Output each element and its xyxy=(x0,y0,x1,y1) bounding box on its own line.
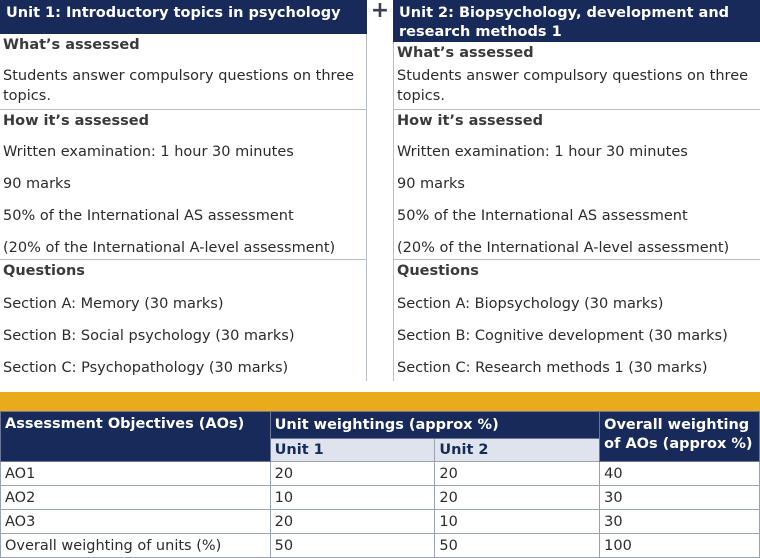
unit1-question: Section A: Memory (30 marks) xyxy=(3,296,224,312)
unit1-value: 10 xyxy=(270,486,435,510)
divider-band xyxy=(0,392,760,411)
unit1-questions xyxy=(0,259,367,381)
ao-weightings-table xyxy=(0,411,760,558)
table-row xyxy=(1,510,760,534)
unit1-value: 50 xyxy=(270,534,435,558)
overall-value: 40 xyxy=(600,462,760,486)
unit1-panel xyxy=(0,0,367,381)
col-header-unit-weightings: Unit weightings (approx %) xyxy=(270,412,600,439)
unit2-how-assessed xyxy=(393,109,760,259)
unit2-how-line: 90 marks xyxy=(397,176,465,192)
unit1-how-assessed xyxy=(0,109,367,259)
unit2-whats-assessed-text: Students answer compulsory questions on three topics. xyxy=(397,68,749,104)
unit2-how-line: 50% of the International AS assessment xyxy=(397,208,688,224)
col-header-unit1: Unit 1 xyxy=(270,439,435,462)
unit1-value: 20 xyxy=(270,462,435,486)
overall-value: 100 xyxy=(600,534,760,558)
overall-value: 30 xyxy=(600,486,760,510)
unit1-whats-assessed xyxy=(0,34,367,109)
table-row xyxy=(1,486,760,510)
unit1-how-line: 90 marks xyxy=(3,176,71,192)
unit1-questions-heading: Questions xyxy=(3,263,85,279)
unit2-panel xyxy=(393,0,760,381)
unit2-questions xyxy=(393,259,760,381)
unit1-how-line: 50% of the International AS assessment xyxy=(3,208,294,224)
unit2-how-line: Written examination: 1 hour 30 minutes xyxy=(397,144,688,160)
unit2-title: Unit 2: Biopsychology, development and research methods 1 xyxy=(393,0,760,42)
table-row xyxy=(1,462,760,486)
row-label: Overall weighting of units (%) xyxy=(1,534,271,558)
unit1-whats-assessed-heading: What’s assessed xyxy=(3,37,140,53)
unit2-whats-assessed xyxy=(393,42,760,109)
unit1-how-line: (20% of the International A-level assessment) xyxy=(3,240,336,256)
unit1-whats-assessed-text: Students answer compulsory questions on three topics. xyxy=(3,68,355,104)
unit2-value: 50 xyxy=(435,534,600,558)
unit1-how-heading: How it’s assessed xyxy=(3,113,149,129)
unit2-value: 10 xyxy=(435,510,600,534)
unit2-question: Section B: Cognitive development (30 marks) xyxy=(397,328,728,344)
unit2-question: Section A: Biopsychology (30 marks) xyxy=(397,296,664,312)
col-header-unit2: Unit 2 xyxy=(435,439,600,462)
unit1-question: Section B: Social psychology (30 marks) xyxy=(3,328,295,344)
col-header-overall: Overall weighting of AOs (approx %) xyxy=(600,412,760,462)
unit2-questions-heading: Questions xyxy=(397,263,479,279)
unit2-value: 20 xyxy=(435,462,600,486)
unit2-how-heading: How it’s assessed xyxy=(397,113,543,129)
col-header-ao: Assessment Objectives (AOs) xyxy=(1,412,271,462)
row-label: AO3 xyxy=(1,510,271,534)
unit1-question: Section C: Psychopathology (30 marks) xyxy=(3,360,289,376)
table-row xyxy=(1,534,760,558)
overall-value: 30 xyxy=(600,510,760,534)
row-label: AO2 xyxy=(1,486,271,510)
plus-icon: + xyxy=(370,0,390,23)
unit1-title: Unit 1: Introductory topics in psychology xyxy=(0,0,367,34)
unit2-question: Section C: Research methods 1 (30 marks) xyxy=(397,360,708,376)
unit1-value: 20 xyxy=(270,510,435,534)
unit2-value: 20 xyxy=(435,486,600,510)
unit2-whats-assessed-heading: What’s assessed xyxy=(397,45,534,61)
unit2-how-line: (20% of the International A-level assessment) xyxy=(397,240,730,256)
unit1-how-line: Written examination: 1 hour 30 minutes xyxy=(3,144,294,160)
row-label: AO1 xyxy=(1,462,271,486)
